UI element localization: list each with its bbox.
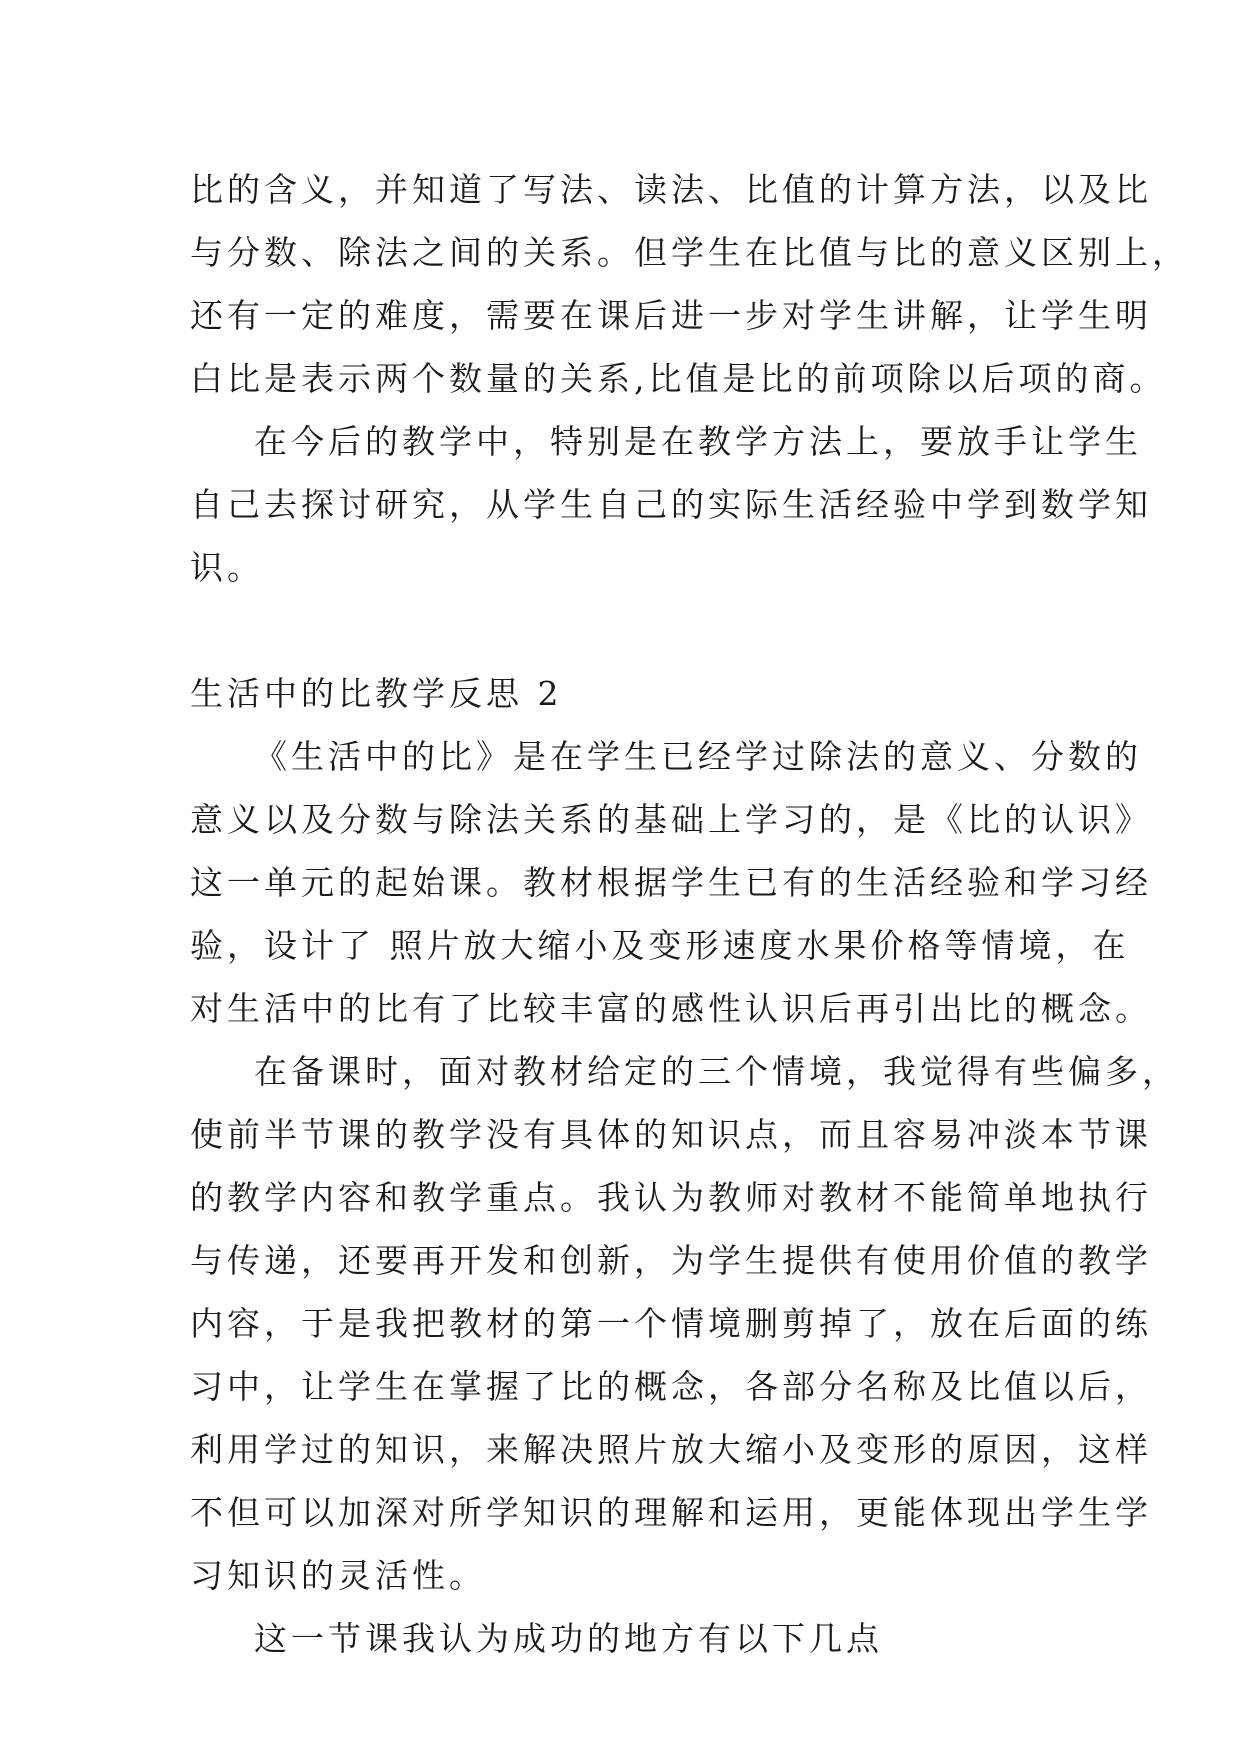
paragraph-3 bbox=[190, 725, 1152, 1040]
paragraph-line: 验，设计了 照片放大缩小及变形速度水果价格等情境，在 bbox=[190, 926, 1130, 965]
paragraph-line: 白比是表示两个数量的关系,比值是比的前项除以后项的商。 bbox=[190, 359, 1167, 398]
paragraph-line: 习知识的灵活性。 bbox=[190, 1556, 486, 1595]
paragraph-line: 的教学内容和教学重点。我认为教师对教材不能简单地执行 bbox=[190, 1178, 1152, 1217]
paragraph-line: 这一单元的起始课。教材根据学生已有的生活经验和学习经 bbox=[190, 863, 1152, 902]
paragraph-line: 不但可以加深对所学知识的理解和运用，更能体现出学生学 bbox=[190, 1493, 1152, 1532]
paragraph-line: 这一节课我认为成功的地方有以下几点 bbox=[254, 1619, 883, 1658]
paragraph-line: 《生活中的比》是在学生已经学过除法的意义、分数的 bbox=[254, 737, 1142, 776]
paragraph-line: 识。 bbox=[190, 548, 264, 587]
paragraph-line: 使前半节课的教学没有具体的知识点，而且容易冲淡本节课 bbox=[190, 1115, 1152, 1154]
paragraph-line: 利用学过的知识，来解决照片放大缩小及变形的原因，这样 bbox=[190, 1430, 1152, 1469]
paragraph-line: 自己去探讨研究，从学生自己的实际生活经验中学到数学知 bbox=[190, 485, 1152, 524]
paragraph-2 bbox=[190, 410, 1152, 599]
paragraph-line: 与传递，还要再开发和创新，为学生提供有使用价值的教学 bbox=[190, 1241, 1152, 1280]
paragraph-line: 意义以及分数与除法关系的基础上学习的，是《比的认识》 bbox=[190, 800, 1152, 839]
paragraph-1 bbox=[190, 158, 1189, 410]
paragraph-line: 在备课时，面对教材给定的三个情境，我觉得有些偏多， bbox=[254, 1052, 1179, 1091]
paragraph-line: 在今后的教学中，特别是在教学方法上，要放手让学生 bbox=[254, 422, 1142, 461]
paragraph-line: 比的含义，并知道了写法、读法、比值的计算方法，以及比 bbox=[190, 170, 1152, 209]
paragraph-5 bbox=[190, 1607, 1060, 1670]
paragraph-4 bbox=[190, 1040, 1179, 1607]
paragraph-line: 还有一定的难度，需要在课后进一步对学生讲解，让学生明 bbox=[190, 296, 1152, 335]
blank-line bbox=[190, 599, 1060, 662]
document-page bbox=[190, 158, 1189, 1670]
paragraph-line: 内容，于是我把教材的第一个情境删剪掉了，放在后面的练 bbox=[190, 1304, 1152, 1343]
paragraph-line: 与分数、除法之间的关系。但学生在比值与比的意义区别上， bbox=[190, 233, 1189, 272]
paragraph-line: 对生活中的比有了比较丰富的感性认识后再引出比的概念。 bbox=[190, 989, 1152, 1028]
paragraph-line: 习中，让学生在掌握了比的概念，各部分名称及比值以后， bbox=[190, 1367, 1152, 1406]
section-heading: 生活中的比教学反思 2 bbox=[190, 674, 563, 713]
